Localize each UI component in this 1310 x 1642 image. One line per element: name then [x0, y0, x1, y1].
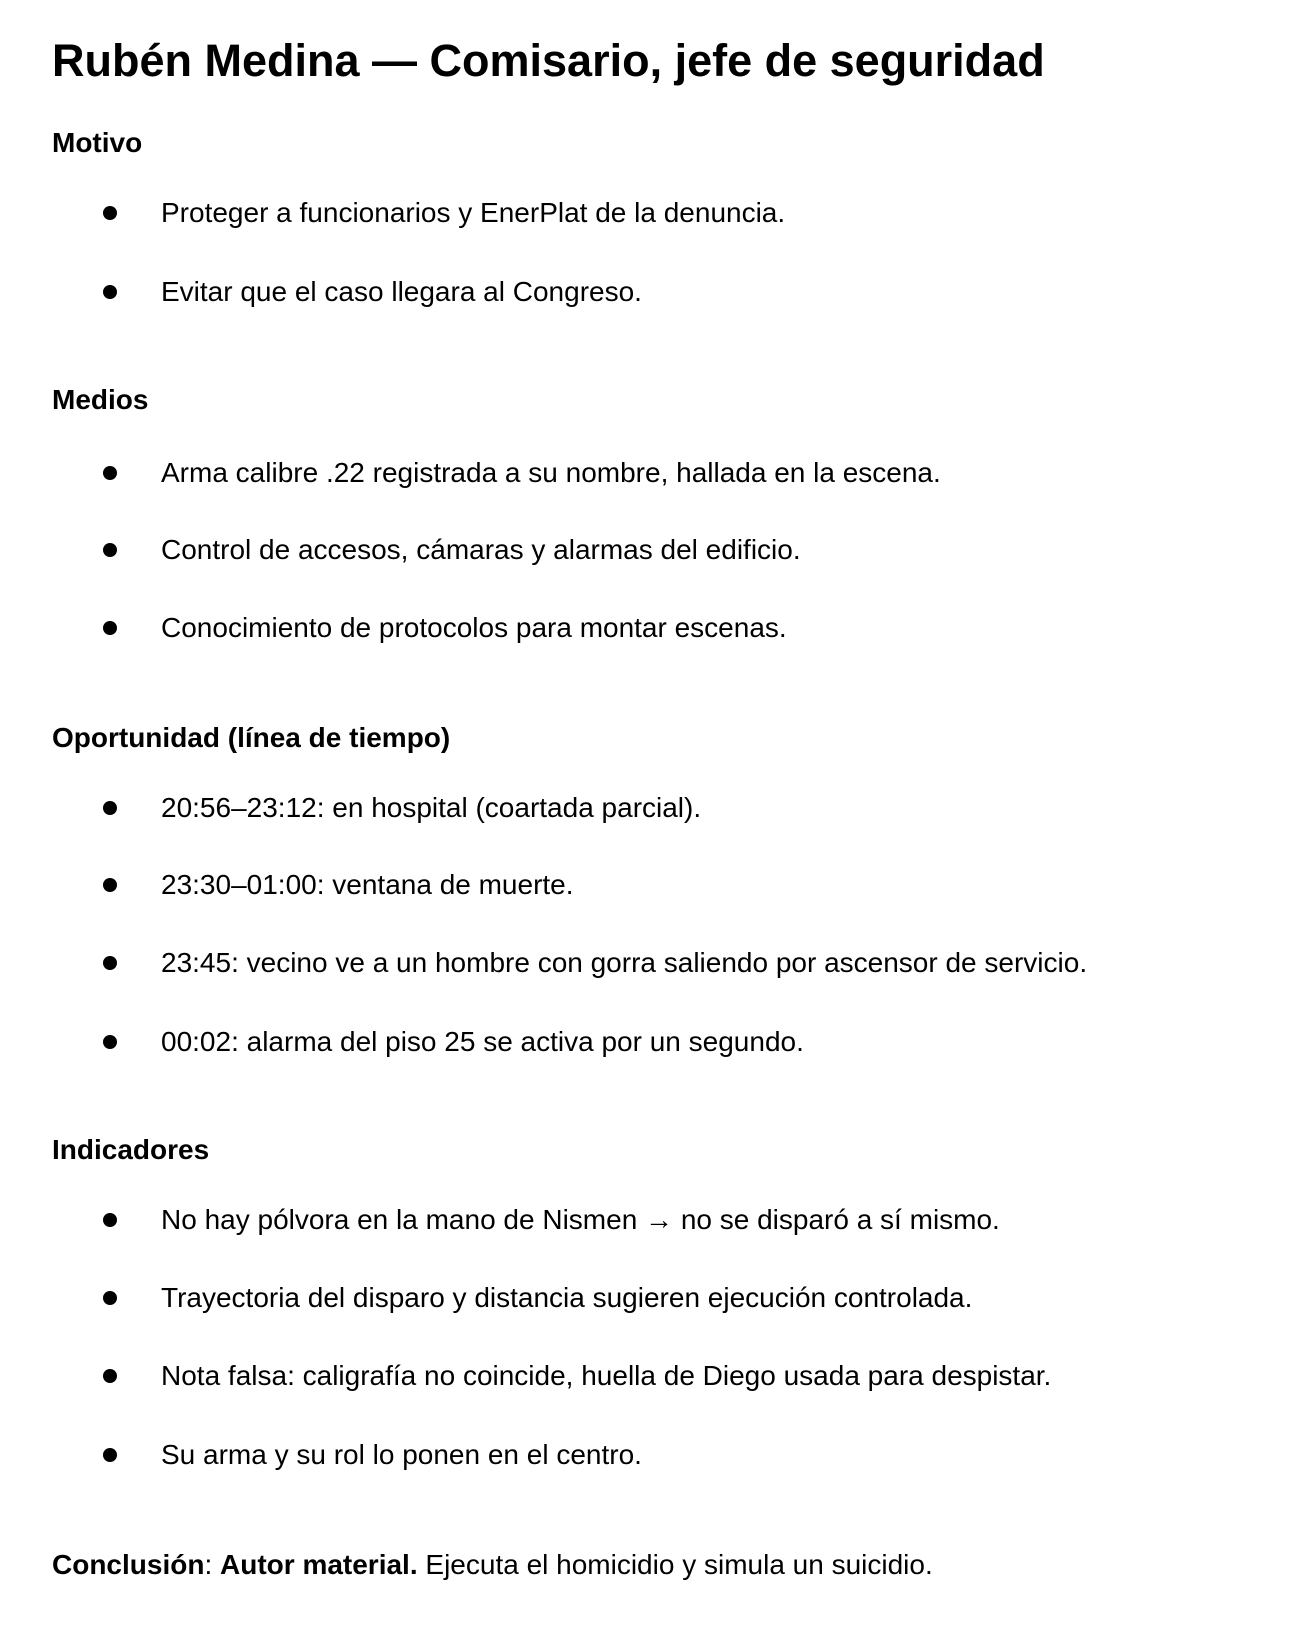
list-item-text: Evitar que el caso llegara al Congreso.: [161, 276, 642, 307]
list-item: [96, 608, 787, 648]
list-item: [96, 1356, 1051, 1396]
list-item-text: Trayectoria del disparo y distancia sugieren ejecución controlada.: [161, 1282, 973, 1313]
bullet-icon: [103, 1448, 117, 1462]
bullet-icon: [103, 956, 117, 970]
list-item-text: 23:30–01:00: ventana de muerte.: [161, 869, 574, 900]
bullet-icon: [103, 621, 117, 635]
conclusion-separator: :: [204, 1549, 221, 1580]
list-item: [96, 865, 574, 905]
list-item: [96, 943, 1087, 983]
list-item: [96, 788, 701, 828]
list-item-text: 20:56–23:12: en hospital (coartada parcial).: [161, 792, 702, 823]
bullet-icon: [103, 466, 117, 480]
list-item-text: 23:45: vecino ve a un hombre con gorra saliendo por ascensor de servicio.: [161, 947, 1088, 978]
conclusion: [52, 1547, 933, 1583]
bullet-icon: [103, 1369, 117, 1383]
list-item: [96, 193, 785, 233]
list-item-text: Proteger a funcionarios y EnerPlat de la denuncia.: [161, 197, 786, 228]
bullet-icon: [103, 1035, 117, 1049]
bullet-icon: [103, 878, 117, 892]
list-item: [96, 1200, 1000, 1240]
page-title: Rubén Medina — Comisario, jefe de seguridad: [52, 35, 1045, 86]
section-heading-oportunidad: Oportunidad (línea de tiempo): [52, 722, 451, 753]
list-item: [96, 530, 801, 570]
list-item: [96, 1278, 972, 1318]
list-item-text: No hay pólvora en la mano de Nismen → no se disparó a sí mismo.: [161, 1204, 1000, 1235]
list-item-text: Arma calibre .22 registrada a su nombre, hallada en la escena.: [161, 457, 941, 488]
conclusion-text: Ejecuta el homicidio y simula un suicidio.: [417, 1549, 933, 1580]
conclusion-verdict: Autor material.: [220, 1549, 418, 1580]
bullet-icon: [103, 1291, 117, 1305]
bullet-icon: [103, 1213, 117, 1227]
list-item-text: 00:02: alarma del piso 25 se activa por un segundo.: [161, 1026, 804, 1057]
list-item-text: Control de accesos, cámaras y alarmas del edificio.: [161, 534, 801, 565]
conclusion-label: Conclusión: [52, 1549, 205, 1580]
list-item-text: Nota falsa: caligrafía no coincide, huella de Diego usada para despistar.: [161, 1360, 1052, 1391]
bullet-icon: [103, 206, 117, 220]
bullet-icon: [103, 801, 117, 815]
section-heading-medios: Medios: [52, 384, 149, 415]
list-item: [96, 272, 642, 312]
list-item-text: Conocimiento de protocolos para montar escenas.: [161, 612, 787, 643]
list-item: [96, 1022, 804, 1062]
list-item-text: Su arma y su rol lo ponen en el centro.: [161, 1439, 642, 1470]
bullet-icon: [103, 285, 117, 299]
list-item: [96, 1435, 642, 1475]
section-heading-indicadores: Indicadores: [52, 1134, 210, 1165]
list-item: [96, 453, 941, 493]
bullet-icon: [103, 543, 117, 557]
section-heading-motivo: Motivo: [52, 127, 143, 158]
